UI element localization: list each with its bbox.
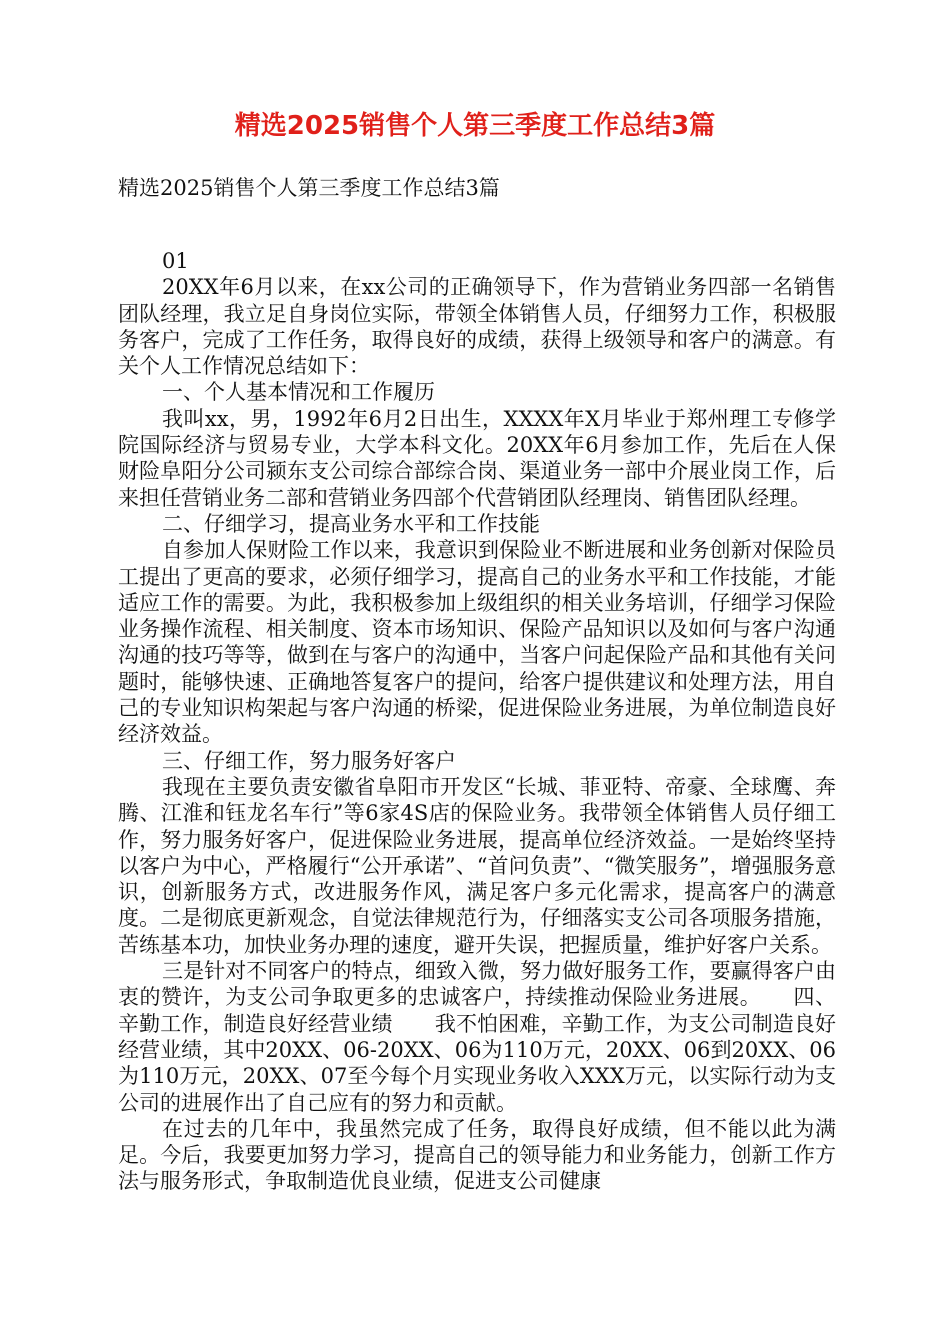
- closing-paragraph: 在过去的几年中，我虽然完成了任务，取得良好成绩，但不能以此为满足。今后，我要更加努力学习，提高自己的领导能力和业务能力，创新工作方法与服务形式，争取制造优良业绩，促进支公司健康: [118, 1116, 836, 1194]
- section-number: 01: [162, 249, 189, 273]
- intro-paragraph: 20XX年6月以来，在xx公司的正确领导下，作为营销业务四部一名销售团队经理，我立足自身岗位实际，带领全体销售人员，仔细努力工作，积极服务客户，完成了工作任务，取得良好的成绩，获得上级领导和客户的满意。有关个人工作情况总结如下：: [118, 275, 836, 379]
- section-paragraph-2: 自参加人保财险工作以来，我意识到保险业不断进展和业务创新对保险员工提出了更高的要求，必须仔细学习，提高自己的业务水平和工作技能，才能适应工作的需要。为此，我积极参加上级组织的相关业务培训，仔细学习保险业务操作流程、相关制度、资本市场知识、保险产品知识以及如何与客户沟通沟通的技巧等等，做到在与客户的沟通中，当客户问起保险产品和其他有关问题时，能够快速、正确地答复客户的提问，给客户提供建议和处理方法，用自己的专业知识构架起与客户沟通的桥梁，促进保险业务进展，为单位制造良好经济效益。: [118, 538, 836, 747]
- document-subtitle: 精选2025销售个人第三季度工作总结3篇: [118, 176, 500, 200]
- section-heading-2: 二、仔细学习，提高业务水平和工作技能: [162, 511, 540, 536]
- section-heading-3: 三、仔细工作，努力服务好客户: [162, 748, 456, 773]
- document-title: 精选2025销售个人第三季度工作总结3篇: [234, 111, 716, 141]
- document-body: [118, 248, 836, 1195]
- section-heading-1: 一、个人基本情况和工作履历: [162, 380, 435, 405]
- section-paragraph-4: 三是针对不同客户的特点，细致入微，努力做好服务工作，要赢得客户由衷的赞许，为支公司争取更多的忠诚客户，持续推动保险业务进展。 四、辛勤工作，制造良好经营业绩 我不怕困难，辛勤工作，为支公司制造良好经营业绩，其中20XX、06-20XX、06为110万元，20XX、06到20XX、06为110万元，20XX、07至今每个月实现业务收入XXX万元，以实际行动为支公司的进展作出了自己应有的努力和贡献。: [118, 959, 836, 1115]
- section-paragraph-3: 我现在主要负责安徽省阜阳市开发区“长城、菲亚特、帝豪、全球鹰、奔腾、江淮和钰龙名车行”等6家4S店的保险业务。我带领全体销售人员仔细工作，努力服务好客户，促进保险业务进展，提高单位经济效益。一是始终坚持以客户为中心，严格履行“公开承诺”、“首问负责”、“微笑服务”，增强服务意识，创新服务方式，改进服务作风，满足客户多元化需求，提高客户的满意度。二是彻底更新观念，自觉法律规范行为，仔细落实支公司各项服务措施，苦练基本功，加快业务办理的速度，避开失误，把握质量，维护好客户关系。: [118, 774, 836, 957]
- section-paragraph-1: 我叫xx，男，1992年6月2日出生，XXXX年X月毕业于郑州理工专修学院国际经济与贸易专业，大学本科文化。20XX年6月参加工作，先后在人保财险阜阳分公司颍东支公司综合部综合岗、渠道业务一部中介展业岗工作，后来担任营销业务二部和营销业务四部个代营销团队经理岗、销售团队经理。: [118, 406, 836, 510]
